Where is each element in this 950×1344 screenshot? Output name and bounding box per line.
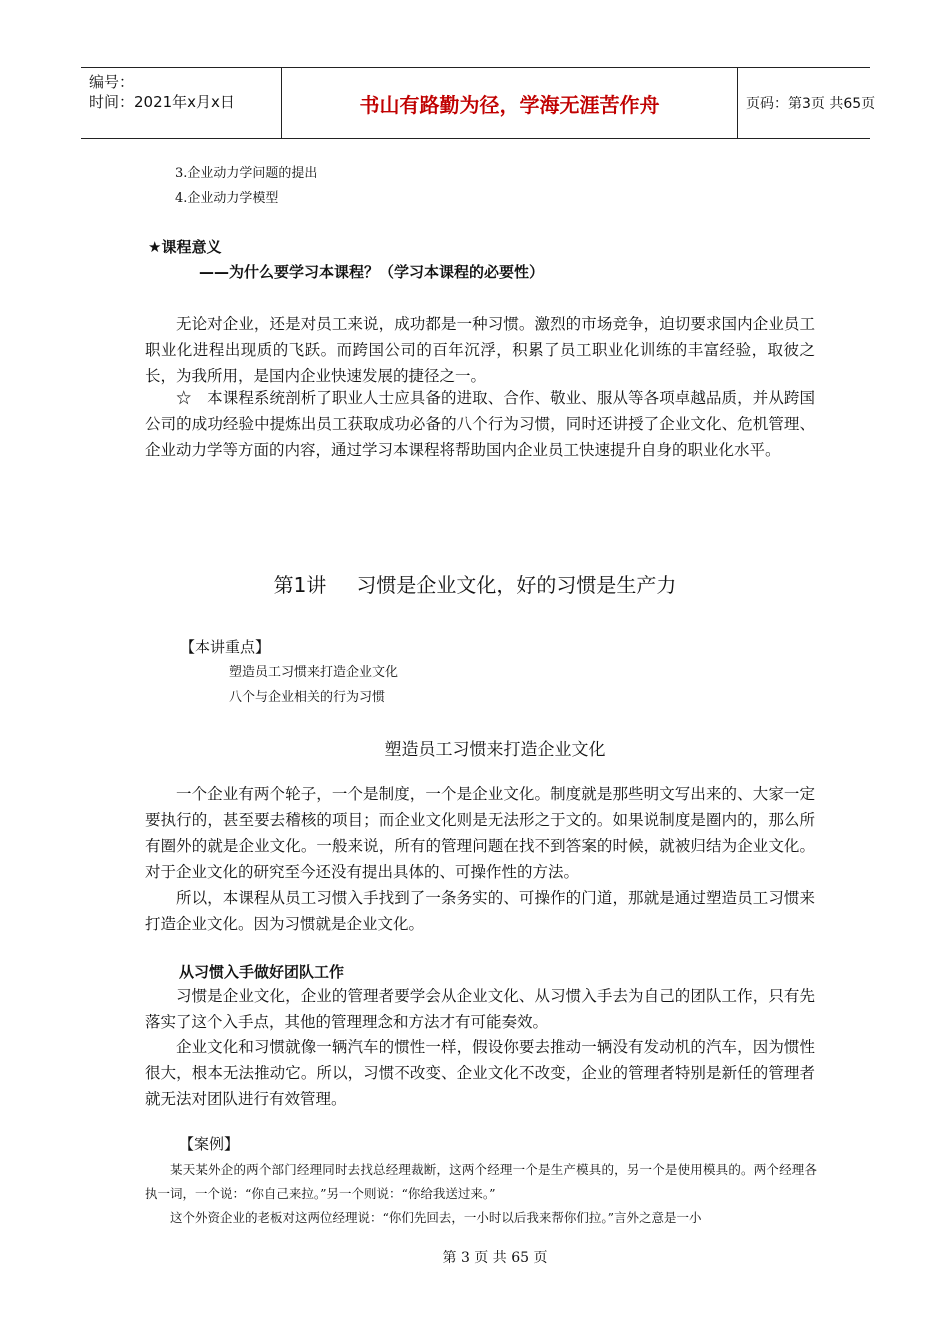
header-page-info: 页码：第3页 共65页	[746, 96, 876, 112]
focus-label: 【本讲重点】	[180, 638, 271, 656]
time-label: 时间：2021年x月x日	[89, 93, 235, 111]
lecture-number: 第1讲	[273, 573, 327, 597]
case-label: 【案例】	[179, 1135, 240, 1153]
significance-paragraph: ☆ 本课程系统剖析了职业人士应具备的进取、合作、敬业、服从等各项卓越品质，并从跨国公司的成功经验中提炼出员工获取成功必备的八个行为习惯，同时还讲授了企业文化、危机管理、企业动力学等方面的内容，通过学习本课程将帮助国内企业员工快速提升自身的职业化水平。	[145, 389, 815, 459]
toc-item: 3.企业动力学问题的提出	[175, 166, 318, 181]
subsection-paragraph: 习惯是企业文化，企业的管理者要学会从企业文化、从习惯入手去为自己的团队工作，只有先落实了这个入手点，其他的管理理念和方法才有可能奏效。	[145, 987, 815, 1031]
significance-paragraph: 无论对企业，还是对员工来说，成功都是一种习惯。激烈的市场竞争，迫切要求国内企业员工职业化进程出现质的飞跃。而跨国公司的百年沉浮，积累了员工职业化训练的丰富经验，取彼之长，为我所用，是国内企业快速发展的捷径之一。	[145, 315, 815, 385]
header-motto: 书山有路勤为径，学海无涯苦作舟	[282, 68, 738, 138]
significance-title: ★课程意义	[148, 238, 222, 256]
focus-item: 塑造员工习惯来打造企业文化	[229, 665, 399, 680]
subsection-paragraph: 企业文化和习惯就像一辆汽车的惯性一样，假设你要去推动一辆没有发动机的汽车，因为惯性很大，根本无法推动它。所以，习惯不改变、企业文化不改变，企业的管理者特别是新任的管理者就无法对团队进行有效管理。	[145, 1038, 815, 1108]
lecture-heading	[0, 569, 950, 598]
case-paragraph: 某天某外企的两个部门经理同时去找总经理裁断，这两个经理一个是生产模具的，另一个是使用模具的。两个经理各执一词，一个说：“你自己来拉。”另一个则说：“你给我送过来。”	[145, 1162, 817, 1201]
section-paragraph: 一个企业有两个轮子，一个是制度，一个是企业文化。制度就是那些明文写出来的、大家一定要执行的，甚至要去稽核的项目；而企业文化则是无法形之于文的。如果说制度是圈内的，那么所有圈外的就是企业文化。一般来说，所有的管理问题在找不到答案的时候，就被归结为企业文化。对于企业文化的研究至今还没有提出具体的、可操作性的方法。	[145, 785, 815, 881]
case-paragraph: 这个外资企业的老板对这两位经理说：“你们先回去，一小时以后我来帮你们拉。”言外之意是一小	[170, 1210, 702, 1225]
page-header	[81, 67, 876, 139]
focus-item: 八个与企业相关的行为习惯	[229, 690, 386, 705]
significance-subtitle: ——为什么要学习本课程？（学习本课程的必要性）	[199, 263, 545, 281]
section-paragraph: 所以，本课程从员工习惯入手找到了一条务实的、可操作的门道，那就是通过塑造员工习惯来打造企业文化。因为习惯就是企业文化。	[145, 889, 815, 933]
lecture-title: 习惯是企业文化，好的习惯是生产力	[356, 573, 677, 597]
page-footer: 第 3 页 共 65 页	[442, 1250, 548, 1266]
code-label: 编号：	[89, 73, 135, 91]
toc-item: 4.企业动力学模型	[175, 191, 279, 206]
header-meta	[81, 68, 282, 138]
subsection-title: 从习惯入手做好团队工作	[179, 963, 345, 981]
section-title: 塑造员工习惯来打造企业文化	[384, 740, 606, 760]
